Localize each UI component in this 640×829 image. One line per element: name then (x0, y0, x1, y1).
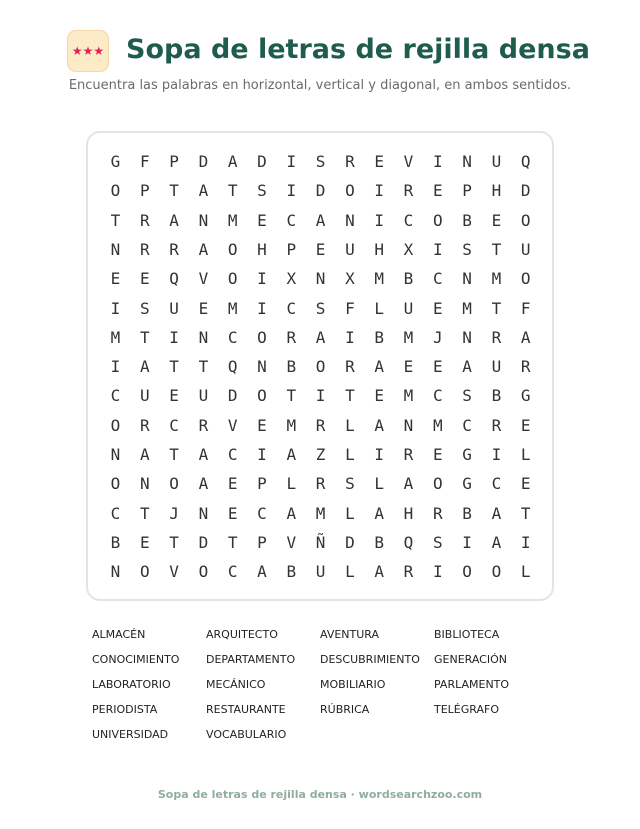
grid-letter[interactable]: R (139, 210, 150, 230)
grid-letter[interactable]: O (520, 269, 531, 289)
grid-letter[interactable]: D (315, 181, 326, 201)
grid-letter[interactable]: A (374, 357, 384, 377)
grid-letter[interactable]: S (432, 532, 443, 552)
word-list-item: RÚBRICA (320, 703, 370, 716)
page-title: Sopa de letras de rejilla densa (126, 34, 590, 65)
word-list-item: PERIODISTA (92, 703, 158, 716)
word-list-item: TELÉGRAFO (434, 703, 499, 716)
grid-letter[interactable]: I (432, 239, 443, 259)
grid-letter[interactable]: B (403, 269, 414, 289)
grid-letter[interactable]: N (110, 562, 121, 582)
grid-letter[interactable]: M (315, 503, 326, 523)
grid-letter[interactable]: U (169, 298, 179, 318)
word-list-item: DEPARTAMENTO (206, 653, 296, 666)
grid-letter[interactable]: A (169, 210, 179, 230)
grid-letter[interactable]: U (491, 357, 502, 377)
grid-letter[interactable]: G (520, 386, 531, 406)
grid-letter[interactable]: R (520, 357, 531, 377)
grid-letter[interactable]: A (491, 503, 502, 523)
grid-letter[interactable]: T (198, 357, 209, 377)
word-list-item: PARLAMENTO (434, 678, 510, 691)
grid-letter[interactable]: R (139, 239, 150, 259)
grid-letter[interactable]: I (345, 327, 355, 347)
grid-letter[interactable]: O (520, 210, 531, 230)
grid-letter[interactable]: J (432, 327, 443, 347)
grid-row (88, 557, 556, 586)
grid-letter[interactable]: L (374, 474, 384, 494)
grid-row (88, 294, 556, 323)
grid-letter[interactable]: D (227, 386, 238, 406)
grid-letter[interactable]: G (462, 445, 472, 464)
grid-letter[interactable]: N (110, 239, 121, 259)
grid-letter[interactable]: Q (227, 357, 238, 377)
grid-letter[interactable]: H (491, 181, 502, 201)
grid-letter[interactable]: N (462, 327, 472, 347)
grid-letter[interactable]: R (169, 239, 179, 259)
grid-letter[interactable]: S (139, 298, 150, 318)
grid-row (88, 528, 556, 557)
grid-letter[interactable]: A (198, 181, 209, 201)
grid-letter[interactable]: T (139, 503, 150, 523)
grid-letter[interactable]: E (169, 386, 179, 406)
grid-letter[interactable]: I (315, 386, 326, 406)
grid-letter[interactable]: O (110, 474, 121, 494)
grid-letter[interactable]: B (462, 503, 472, 523)
grid-letter[interactable]: B (286, 562, 297, 582)
word-list-item: RESTAURANTE (206, 703, 286, 716)
word-list-item: UNIVERSIDAD (92, 728, 169, 741)
grid-letter[interactable]: Z (315, 445, 326, 464)
grid-letter[interactable]: O (491, 562, 502, 582)
grid-letter[interactable]: I (520, 532, 531, 552)
grid-letter[interactable]: N (462, 269, 472, 289)
grid-letter[interactable]: J (169, 503, 179, 523)
grid-letter[interactable]: O (139, 562, 150, 582)
grid-letter[interactable]: T (227, 181, 238, 201)
grid-letter[interactable]: O (462, 562, 472, 582)
grid-letter[interactable]: X (345, 269, 355, 289)
grid-letter[interactable]: X (286, 269, 297, 289)
grid-row (88, 235, 556, 264)
grid-letter[interactable]: M (227, 298, 238, 318)
grid-letter[interactable]: F (520, 298, 531, 318)
grid-letter[interactable]: U (315, 562, 326, 582)
grid-letter[interactable]: A (403, 474, 414, 494)
grid-letter[interactable]: O (110, 415, 121, 435)
grid-row (88, 352, 556, 381)
three-stars-icon: ★★★ (71, 44, 105, 58)
grid-letter[interactable]: E (315, 239, 326, 259)
grid-letter[interactable]: P (257, 532, 267, 552)
grid-letter[interactable]: R (403, 445, 414, 464)
grid-letter[interactable]: A (286, 445, 297, 464)
word-list-item: ARQUITECTO (206, 628, 278, 641)
grid-letter[interactable]: E (520, 415, 531, 435)
grid-letter[interactable]: R (345, 152, 355, 171)
grid-letter[interactable]: R (432, 503, 443, 523)
grid-letter[interactable]: A (374, 415, 384, 435)
grid-letter[interactable]: E (139, 269, 150, 289)
grid-letter[interactable]: R (315, 474, 326, 494)
grid-letter[interactable]: C (432, 269, 443, 289)
grid-letter[interactable]: R (403, 181, 414, 201)
grid-letter[interactable]: I (257, 298, 267, 318)
grid-letter[interactable]: T (169, 181, 179, 201)
grid-letter[interactable]: C (110, 386, 121, 406)
grid-letter[interactable]: G (110, 152, 121, 171)
grid-letter[interactable]: E (110, 269, 121, 289)
grid-letter[interactable]: C (462, 415, 472, 435)
grid-letter[interactable]: T (110, 210, 121, 230)
grid-row (88, 264, 556, 293)
grid-letter[interactable]: A (374, 503, 384, 523)
grid-letter[interactable]: I (374, 445, 384, 464)
grid-letter[interactable]: A (374, 562, 384, 582)
grid-letter[interactable]: L (345, 445, 355, 464)
grid-letter[interactable]: E (257, 210, 267, 230)
grid-letter[interactable]: T (169, 357, 179, 377)
grid-letter[interactable]: U (198, 386, 209, 406)
grid-letter[interactable]: E (227, 474, 238, 494)
grid-letter[interactable]: I (374, 210, 384, 230)
grid-letter[interactable]: A (462, 357, 472, 377)
grid-letter[interactable]: O (169, 474, 179, 494)
grid-letter[interactable]: M (403, 386, 414, 406)
word-list-item: BIBLIOTECA (434, 628, 500, 641)
grid-row (88, 206, 556, 235)
grid-letter[interactable]: I (286, 181, 297, 201)
instructions-text: Encuentra las palabras en horizontal, vertical y diagonal, en ambos sentidos. (68, 78, 572, 93)
grid-letter[interactable]: O (257, 386, 267, 406)
grid-letter[interactable]: C (227, 445, 238, 464)
grid-letter[interactable]: D (345, 532, 355, 552)
grid-letter[interactable]: M (491, 269, 502, 289)
grid-letter[interactable]: N (198, 503, 209, 523)
grid-letter[interactable]: D (520, 181, 531, 201)
grid-letter[interactable]: A (198, 239, 209, 259)
grid-letter[interactable]: T (520, 503, 531, 523)
grid-letter[interactable]: R (198, 415, 209, 435)
grid-letter[interactable]: H (257, 239, 267, 259)
grid-letter[interactable]: B (491, 386, 502, 406)
grid-letter[interactable]: E (139, 532, 150, 552)
grid-letter[interactable]: S (345, 474, 355, 494)
grid-letter[interactable]: I (374, 181, 384, 201)
grid-letter[interactable]: U (520, 239, 531, 259)
grid-row (88, 381, 556, 410)
grid-letter[interactable]: O (227, 269, 238, 289)
grid-letter[interactable]: P (462, 181, 472, 201)
grid-letter[interactable]: T (227, 532, 238, 552)
grid-letter[interactable]: V (403, 152, 414, 171)
grid-letter[interactable]: T (345, 386, 355, 406)
grid-letter[interactable]: S (462, 239, 472, 259)
word-list-item: LABORATORIO (92, 678, 171, 691)
grid-letter[interactable]: N (139, 474, 150, 494)
grid-letter[interactable]: B (462, 210, 472, 230)
grid-letter[interactable]: O (432, 474, 443, 494)
grid-letter[interactable]: R (286, 327, 297, 347)
grid-letter[interactable]: M (286, 415, 297, 435)
grid-letter[interactable]: B (110, 532, 121, 552)
grid-letter[interactable]: L (286, 474, 297, 494)
grid-letter[interactable]: N (345, 210, 355, 230)
grid-letter[interactable]: N (110, 445, 121, 464)
grid-row (88, 499, 556, 528)
grid-letter[interactable]: D (198, 532, 209, 552)
grid-letter[interactable]: L (345, 562, 355, 582)
grid-letter[interactable]: A (491, 532, 502, 552)
grid-letter[interactable]: Q (169, 269, 179, 289)
grid-letter[interactable]: B (374, 532, 384, 552)
grid-letter[interactable]: V (286, 532, 297, 552)
grid-letter[interactable]: C (286, 210, 297, 230)
grid-letter[interactable]: C (227, 562, 238, 582)
grid-letter[interactable]: D (257, 152, 267, 171)
grid-row (88, 323, 556, 352)
grid-letter[interactable]: U (491, 152, 502, 171)
grid-row (88, 411, 556, 440)
grid-letter[interactable]: A (315, 327, 326, 347)
grid-letter[interactable]: V (169, 562, 179, 582)
grid-row (88, 469, 556, 498)
grid-letter[interactable]: R (139, 415, 150, 435)
grid-letter[interactable]: I (257, 445, 267, 464)
word-list-item: AVENTURA (320, 628, 380, 641)
grid-letter[interactable]: O (257, 327, 267, 347)
word-list-item: DESCUBRIMIENTO (320, 653, 420, 666)
grid-letter[interactable]: O (110, 181, 121, 201)
grid-letter[interactable]: S (257, 181, 267, 201)
grid-letter[interactable]: E (257, 415, 267, 435)
grid-letter[interactable]: P (139, 181, 150, 201)
grid-letter[interactable]: L (345, 503, 355, 523)
grid-letter[interactable]: T (491, 239, 502, 259)
grid-letter[interactable]: M (227, 210, 238, 230)
grid-letter[interactable]: E (374, 152, 384, 171)
grid-letter[interactable]: E (432, 298, 443, 318)
grid-letter[interactable]: E (520, 474, 531, 494)
grid-letter[interactable]: B (286, 357, 297, 377)
grid-letter[interactable]: O (315, 357, 326, 377)
word-list-item: CONOCIMIENTO (92, 653, 180, 666)
grid-letter[interactable]: I (432, 152, 443, 171)
grid-letter[interactable]: I (462, 532, 472, 552)
grid-letter[interactable]: D (198, 152, 209, 171)
grid-letter[interactable]: B (374, 327, 384, 347)
grid-letter[interactable]: C (169, 415, 179, 435)
grid-letter[interactable]: O (227, 239, 238, 259)
grid-letter[interactable]: F (139, 152, 150, 171)
grid-letter[interactable]: L (520, 445, 531, 464)
grid-letter[interactable]: L (374, 298, 384, 318)
grid-letter[interactable]: P (286, 239, 297, 259)
grid-letter[interactable]: N (257, 357, 267, 377)
grid-letter[interactable]: I (491, 445, 502, 464)
grid-row (88, 147, 556, 176)
grid-letter[interactable]: I (110, 298, 121, 318)
grid-letter[interactable]: L (345, 415, 355, 435)
grid-letter[interactable]: E (198, 298, 209, 318)
grid-letter[interactable]: L (520, 562, 531, 582)
grid-letter[interactable]: C (403, 210, 414, 230)
grid-letter[interactable]: N (198, 327, 209, 347)
grid-letter[interactable]: N (462, 152, 472, 171)
grid-letter[interactable]: C (227, 327, 238, 347)
page-header (0, 28, 640, 78)
grid-letter[interactable]: O (432, 210, 443, 230)
grid-letter[interactable]: H (403, 503, 414, 523)
grid-letter[interactable]: C (432, 386, 443, 406)
grid-letter[interactable]: R (491, 327, 502, 347)
grid-letter[interactable]: M (110, 327, 121, 347)
grid-letter[interactable]: C (491, 474, 502, 494)
word-list-item: MECÁNICO (206, 678, 266, 691)
grid-letter[interactable]: A (315, 210, 326, 230)
grid-letter[interactable]: M (403, 327, 414, 347)
grid-row (88, 440, 556, 469)
grid-letter[interactable]: P (169, 152, 179, 171)
grid-letter[interactable]: T (169, 532, 179, 552)
grid-letter[interactable]: A (286, 503, 297, 523)
word-list-item: MOBILIARIO (320, 678, 386, 691)
grid-letter[interactable]: I (110, 357, 121, 377)
grid-letter[interactable]: M (462, 298, 472, 318)
grid-letter[interactable]: N (315, 269, 326, 289)
grid-letter[interactable]: A (227, 152, 238, 171)
grid-letter[interactable]: R (491, 415, 502, 435)
footer-text: Sopa de letras de rejilla densa · wordsearchzoo.com (157, 788, 483, 801)
grid-letter[interactable]: O (198, 562, 209, 582)
grid-letter[interactable]: M (432, 415, 443, 435)
grid-letter[interactable]: N (198, 210, 209, 230)
grid-letter[interactable]: A (139, 357, 150, 377)
grid-letter[interactable]: C (286, 298, 297, 318)
grid-letter[interactable]: A (257, 562, 267, 582)
grid-letter[interactable]: Q (520, 152, 531, 171)
difficulty-badge (67, 30, 109, 72)
grid-letter[interactable]: C (257, 503, 267, 523)
grid-letter[interactable]: E (227, 503, 238, 523)
grid-letter[interactable]: G (462, 474, 472, 494)
grid-letter[interactable]: S (315, 298, 326, 318)
grid-row (88, 176, 556, 205)
grid-letter[interactable]: R (403, 562, 414, 582)
grid-letter[interactable]: A (520, 327, 531, 347)
grid-letter[interactable]: V (198, 269, 209, 289)
grid-letter[interactable]: A (198, 474, 209, 494)
grid-letter[interactable]: E (432, 181, 443, 201)
grid-letter[interactable]: T (139, 327, 150, 347)
grid-letter[interactable]: E (491, 210, 502, 230)
grid-letter[interactable]: U (403, 298, 414, 318)
grid-letter[interactable]: A (139, 445, 150, 464)
grid-letter[interactable]: T (169, 445, 179, 464)
grid-letter[interactable]: T (491, 298, 502, 318)
grid-letter[interactable]: Q (403, 532, 414, 552)
word-list-item: GENERACIÓN (434, 653, 507, 666)
grid-letter[interactable]: U (139, 386, 150, 406)
grid-letter[interactable]: S (315, 152, 326, 171)
grid-letter[interactable]: E (432, 357, 443, 377)
grid-letter[interactable]: R (345, 357, 355, 377)
grid-letter[interactable]: A (198, 445, 209, 464)
grid-letter[interactable]: C (110, 503, 121, 523)
grid-letter[interactable]: I (432, 562, 443, 582)
grid-letter[interactable]: I (286, 152, 297, 171)
grid-letter[interactable]: E (432, 445, 443, 464)
grid-letter[interactable]: S (462, 386, 472, 406)
grid-letter[interactable]: R (315, 415, 326, 435)
grid-letter[interactable]: I (169, 327, 179, 347)
grid-letter[interactable]: U (345, 239, 355, 259)
grid-letter[interactable]: I (257, 269, 267, 289)
letter-grid[interactable] (86, 131, 554, 601)
grid-letter[interactable]: E (403, 357, 414, 377)
grid-letter[interactable]: N (403, 415, 414, 435)
grid-letter[interactable]: X (403, 239, 414, 259)
grid-letter[interactable]: E (374, 386, 384, 406)
grid-letter[interactable]: P (257, 474, 267, 494)
grid-letter[interactable]: T (286, 386, 297, 406)
grid-letter[interactable]: O (345, 181, 355, 201)
word-list-item: VOCABULARIO (206, 728, 287, 741)
grid-letter[interactable]: M (374, 269, 384, 289)
grid-letter[interactable]: V (227, 415, 238, 435)
word-list-item: ALMACÉN (92, 628, 146, 641)
grid-letter[interactable]: Ñ (315, 532, 326, 552)
grid-letter[interactable]: H (374, 239, 384, 259)
grid-letter[interactable]: F (345, 298, 355, 318)
